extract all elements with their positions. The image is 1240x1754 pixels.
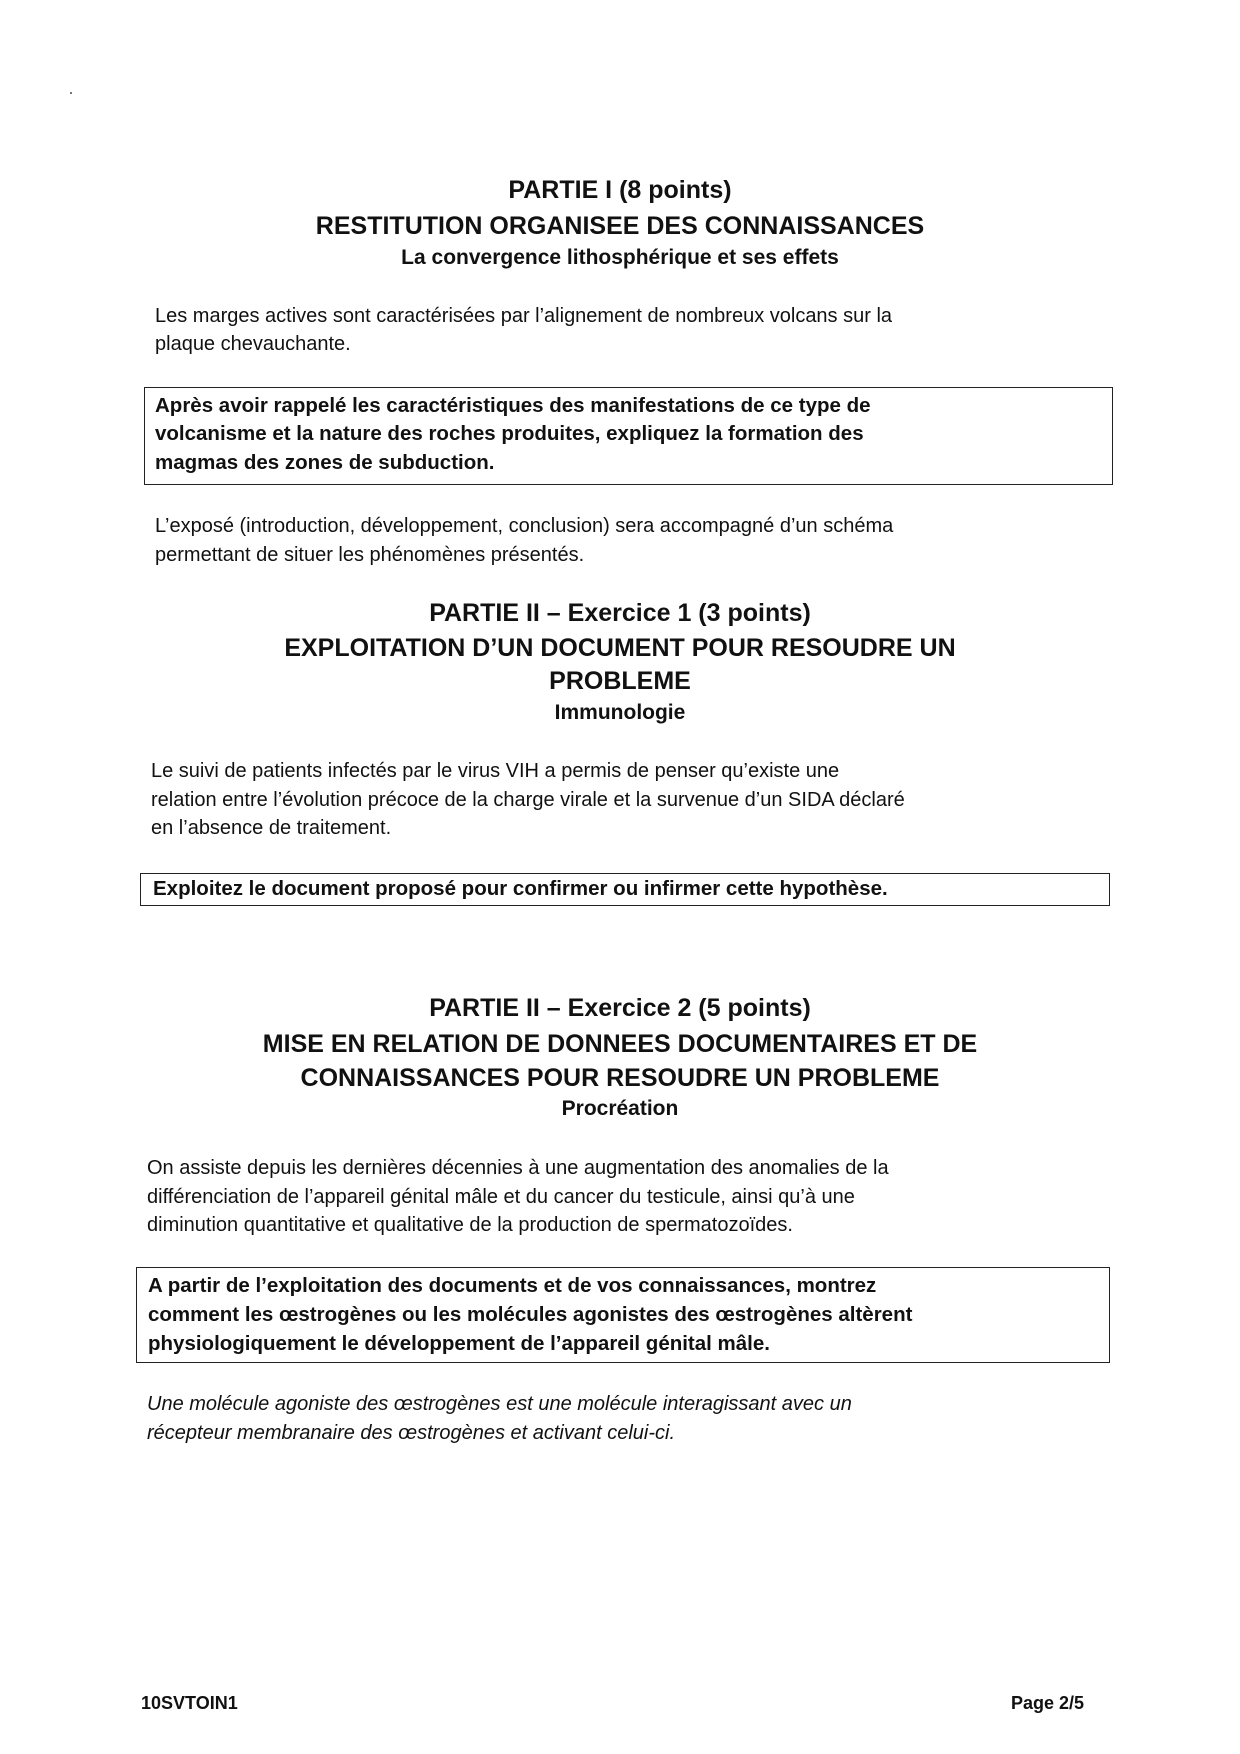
exercise-2-question-line-1: A partir de l’exploitation des documents et de vos connaissances, montrez bbox=[148, 1274, 877, 1297]
exercise-1-heading-line-1: EXPLOITATION D’UN DOCUMENT POUR RESOUDRE UN bbox=[284, 634, 956, 662]
exercise-2-question-line-3: physiologiquement le développement de l’appareil génital mâle. bbox=[148, 1332, 770, 1355]
part-1-subtitle: La convergence lithosphérique et ses effets bbox=[401, 246, 839, 269]
part-1-question-line-2: volcanisme et la nature des roches produites, expliquez la formation des bbox=[155, 422, 864, 445]
page-number: Page 2/5 bbox=[1011, 1693, 1085, 1713]
exercise-1-intro-line-1: Le suivi de patients infectés par le virus VIH a permis de penser qu’existe une bbox=[151, 760, 840, 782]
exercise-2-intro-line-3: diminution quantitative et qualitative de la production de spermatozoïdes. bbox=[147, 1214, 793, 1236]
exercise-2-definition-line-2: récepteur membranaire des œstrogènes et activant celui-ci. bbox=[147, 1422, 676, 1444]
part-1-note-line-2: permettant de situer les phénomènes présentés. bbox=[155, 544, 585, 566]
exercise-1-subtitle: Immunologie bbox=[554, 701, 686, 724]
exercise-2-heading-line-1: MISE EN RELATION DE DONNEES DOCUMENTAIRES ET DE bbox=[262, 1030, 978, 1058]
exercise-2-title: PARTIE II – Exercice 2 (5 points) bbox=[429, 994, 811, 1022]
exercise-2-subtitle: Procréation bbox=[561, 1097, 679, 1120]
exercise-1-question: Exploitez le document proposé pour confirmer ou infirmer cette hypothèse. bbox=[153, 877, 888, 900]
exercise-2-intro-line-2: différenciation de l’appareil génital mâle et du cancer du testicule, ainsi qu’à une bbox=[147, 1186, 855, 1208]
exam-code: 10SVTOIN1 bbox=[141, 1693, 238, 1713]
scan-mark bbox=[70, 92, 72, 94]
part-1-note-line-1: L’exposé (introduction, développement, conclusion) sera accompagné d’un schéma bbox=[155, 515, 894, 537]
exercise-2-intro-line-1: On assiste depuis les dernières décennies à une augmentation des anomalies de la bbox=[147, 1157, 889, 1179]
exercise-2-question-line-2: comment les œstrogènes ou les molécules agonistes des œstrogènes altèrent bbox=[148, 1303, 913, 1326]
exercise-1-intro-line-2: relation entre l’évolution précoce de la charge virale et la survenue d’un SIDA déclaré bbox=[151, 789, 905, 811]
exercise-1-intro-line-3: en l’absence de traitement. bbox=[151, 817, 392, 839]
part-1-question-line-1: Après avoir rappelé les caractéristiques des manifestations de ce type de bbox=[155, 394, 871, 417]
exercise-2-heading-line-2: CONNAISSANCES POUR RESOUDRE UN PROBLEME bbox=[300, 1064, 940, 1092]
part-1-intro-line-1: Les marges actives sont caractérisées par l’alignement de nombreux volcans sur la bbox=[155, 305, 893, 327]
exercise-1-heading-line-2: PROBLEME bbox=[549, 667, 691, 695]
exercise-1-title: PARTIE II – Exercice 1 (3 points) bbox=[429, 599, 811, 627]
part-1-title: PARTIE I (8 points) bbox=[508, 176, 732, 204]
part-1-heading: RESTITUTION ORGANISEE DES CONNAISSANCES bbox=[315, 212, 925, 240]
part-1-intro-line-2: plaque chevauchante. bbox=[155, 333, 351, 355]
exercise-2-definition-line-1: Une molécule agoniste des œstrogènes est une molécule interagissant avec un bbox=[147, 1393, 852, 1415]
part-1-question-line-3: magmas des zones de subduction. bbox=[155, 451, 495, 474]
